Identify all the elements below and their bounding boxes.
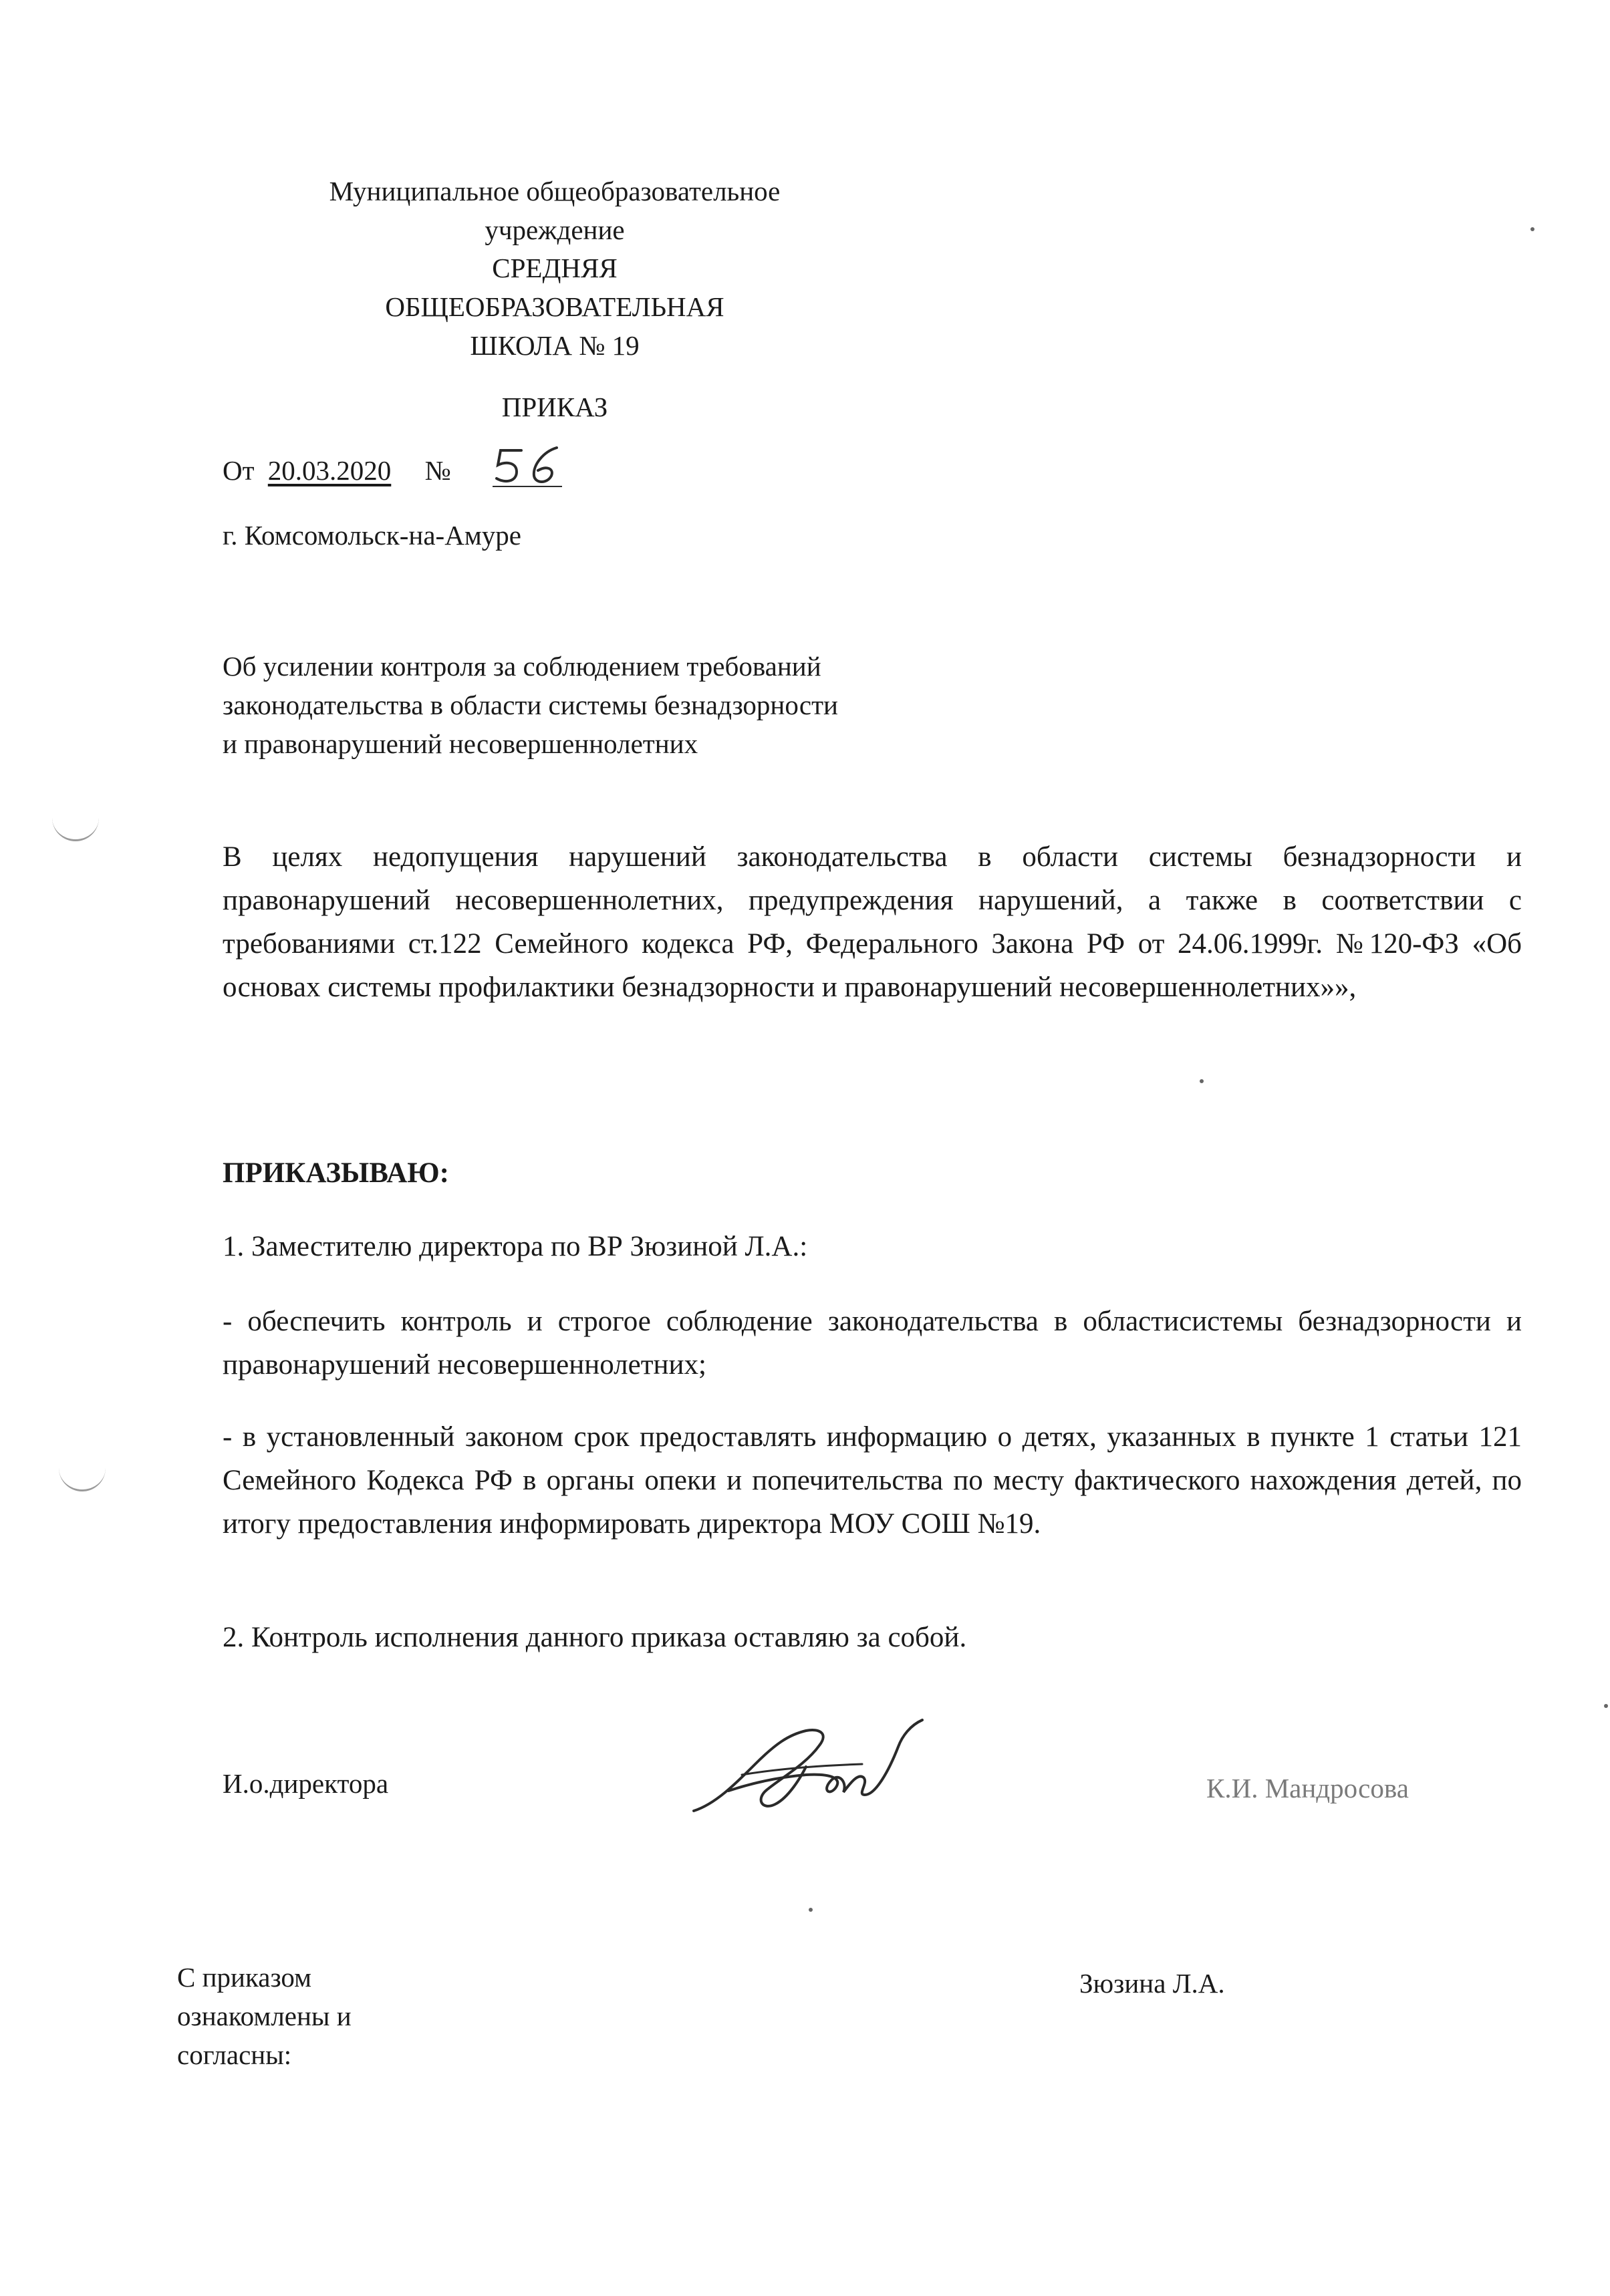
order-heading: ПРИКАЗЫВАЮ: — [223, 1157, 450, 1189]
handwritten-order-number — [491, 442, 565, 489]
order-item-1-a — [223, 1300, 1522, 1387]
number-sign: № — [424, 455, 451, 486]
document-type-title: ПРИКАЗ — [501, 392, 608, 422]
city: г. Комсомольск-на-Амуре — [223, 520, 521, 551]
handwritten-signature — [688, 1711, 929, 1828]
org-name-line-4: ОБЩЕОБРАЗОВАТЕЛЬНАЯ — [385, 291, 724, 322]
order-item-2: 2. Контроль исполнения данного приказа оставляю за собой. — [223, 1622, 967, 1653]
subject-line-3: и правонарушений несовершеннолетних — [223, 728, 698, 759]
scan-speck — [1604, 1704, 1608, 1708]
order-date-line — [223, 454, 451, 487]
preamble-paragraph — [223, 835, 1522, 1009]
org-name-line-5: ШКОЛА № 19 — [470, 330, 640, 361]
order-item-1-a-text: - обеспечить контроль и строгое соблюдение законодательства в областисистемы безнадзорности и правонарушений несовершеннолетних; — [223, 1306, 1522, 1381]
date-prefix: От — [223, 455, 255, 486]
acknowledgement-name: Зюзина Л.А. — [1079, 1968, 1225, 1999]
hole-punch-mark-bottom — [59, 1467, 106, 1491]
org-name-line-3: СРЕДНЯЯ — [492, 253, 618, 283]
org-name-line-1: Муниципальное общеобразовательное — [329, 176, 781, 206]
order-item-1-b-text: - в установленный законом срок предоставлять информацию о детях, указанных в пункте 1 статьи 121 Семейного Кодекса РФ в органы опеки и попечительства по месту фактического нахождения детей, по итогу предоставления информировать директора МОУ СОШ №19. — [223, 1421, 1522, 1540]
scan-speck — [1200, 1079, 1204, 1083]
signatory-name: К.И. Мандросова — [1206, 1773, 1409, 1804]
preamble-text: В целях недопущения нарушений законодательства в области системы безнадзорности и правонарушений несовершеннолетних, предупреждения нарушений, а также в соответствии с требованиями ст.122 Семейного кодекса РФ, Федерального Закона РФ от 24.06.1999г. №120-ФЗ «Об основах системы профилактики безнадзорности и правонарушений несовершеннолетних»», — [223, 841, 1522, 1003]
subject-line-1: Об усилении контроля за соблюдением требований — [223, 651, 821, 682]
order-date: 20.03.2020 — [267, 455, 392, 486]
signatory-position: И.о.директора — [223, 1768, 389, 1799]
subject-line-2: законодательства в области системы безнадзорности — [223, 690, 838, 720]
order-item-1-b — [223, 1415, 1522, 1546]
org-name-line-2: учреждение — [485, 214, 625, 245]
acknowledgement-label-line-3: согласны: — [177, 2039, 292, 2070]
scan-speck — [1530, 227, 1534, 231]
acknowledgement-label-line-2: ознакомлены и — [177, 2001, 352, 2031]
order-item-1: 1. Заместителю директора по ВР Зюзиной Л.А.: — [223, 1231, 808, 1262]
hole-punch-mark-top — [52, 817, 99, 841]
acknowledgement-label-line-1: С приказом — [177, 1962, 312, 1993]
scan-speck — [809, 1908, 813, 1912]
